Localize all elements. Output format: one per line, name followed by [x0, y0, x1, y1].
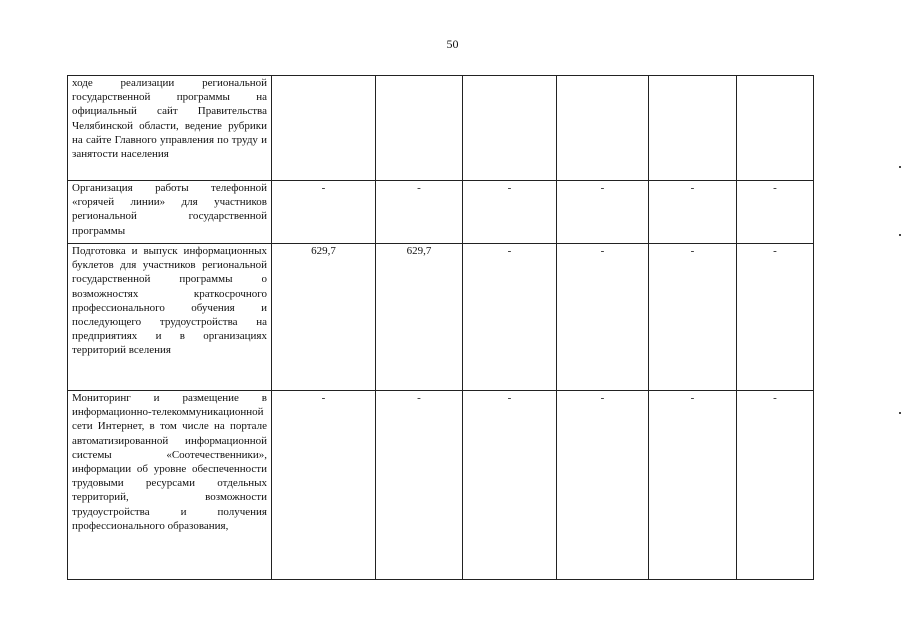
- scan-mark: [899, 234, 901, 236]
- value-cell: 629,7: [272, 244, 376, 391]
- value-cell: [649, 76, 737, 181]
- value-cell: -: [649, 244, 737, 391]
- page-number: 50: [446, 37, 459, 51]
- value-cell: -: [376, 391, 463, 580]
- table-row: [68, 391, 814, 580]
- value-cell: -: [649, 181, 737, 244]
- row-description-cell: [68, 181, 272, 244]
- table-row: [68, 244, 814, 391]
- value-cell: [463, 76, 557, 181]
- value-cell: [376, 76, 463, 181]
- value-cell: [557, 76, 649, 181]
- value-cell: -: [463, 181, 557, 244]
- value-cell: -: [557, 181, 649, 244]
- row-description: ходе реализации региональной государственной программы на официальный сайт Правительства Челябинской области, ведение рубрики на сайте Главного управления по труду и занятости населения: [72, 77, 267, 161]
- value-cell: [737, 76, 814, 181]
- value-cell: -: [737, 181, 814, 244]
- value-cell: -: [463, 244, 557, 391]
- value-cell: -: [463, 391, 557, 580]
- scan-mark: [899, 412, 901, 414]
- value-cell: -: [737, 244, 814, 391]
- value-cell: 629,7: [376, 244, 463, 391]
- scan-mark: [899, 166, 901, 168]
- value-cell: -: [737, 391, 814, 580]
- row-description-cell: [68, 244, 272, 391]
- value-cell: -: [272, 391, 376, 580]
- program-table: [67, 75, 814, 580]
- row-description-cell: [68, 76, 272, 181]
- table-row: [68, 76, 814, 181]
- value-cell: -: [557, 244, 649, 391]
- value-cell: -: [557, 391, 649, 580]
- row-description: Подготовка и выпуск информационных буклетов для участников региональной государственной программы о возможностях краткосрочного профессионального обучения и последующего трудоустройства на предприятиях и в организациях территорий вселения: [72, 245, 267, 357]
- row-description: Мониторинг и размещение в информационно-телекоммуникационной сети Интернет, в том числе на портале автоматизированной информационной системы «Соотечественники», информации об уровне обеспеченности трудовыми ресурсами отдельных территорий, возможности трудоустройства и получения профессионального образования,: [72, 392, 267, 532]
- value-cell: [272, 76, 376, 181]
- row-description-cell: [68, 391, 272, 580]
- value-cell: -: [272, 181, 376, 244]
- row-description: Организация работы телефонной «горячей линии» для участников региональной государственной программы: [72, 182, 267, 237]
- table-row: [68, 181, 814, 244]
- value-cell: -: [649, 391, 737, 580]
- value-cell: -: [376, 181, 463, 244]
